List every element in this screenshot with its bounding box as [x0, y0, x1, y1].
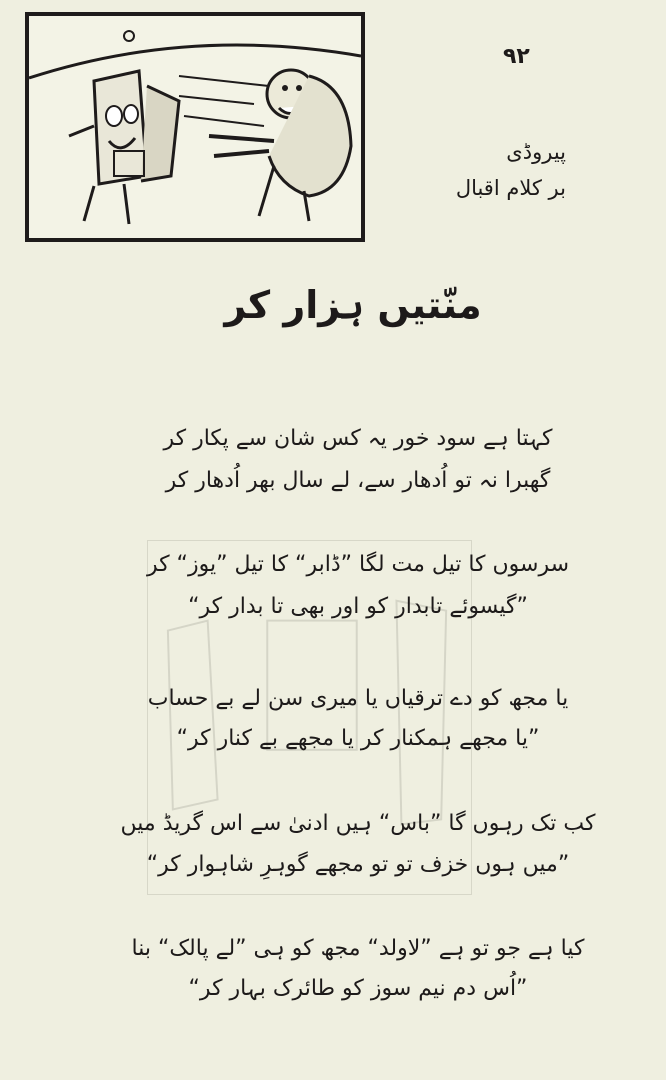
verse-line: ”یا مجھے ہمکنار کر یا مجھے بے کنار کر“: [176, 726, 540, 751]
verse-line: کیا ہے جو تو ہے ”لاولد“ مجھ کو ہی ”لے پالک“ بنا: [131, 936, 585, 961]
verse-line: گھبرا نہ تو اُدھار سے، لے سال بھر اُدھار کر: [165, 468, 551, 493]
verse-line: سرسوں کا تیل مت لگا ”ڈابر“ کا تیل ”یوز“ کر: [146, 552, 570, 577]
verse-line: کب تک رہوں گا ”باس“ ہیں ادنیٰ سے اس گریڈ میں: [120, 811, 596, 836]
verse-line: ”میں ہوں خزف تو تو مجھے گوہرِ شاہوار کر“: [146, 852, 570, 877]
poem-title: منّتیں ہزار کر: [224, 283, 482, 327]
cartoon-drawing: [29, 16, 361, 238]
verse-line: ”گیسوئے تابدار کو اور بھی تا بدار کر“: [188, 594, 528, 619]
verse-line: ”اُس دم نیم سوز کو طائرک بہار کر“: [188, 976, 528, 1001]
page-number: ۹۲: [503, 44, 530, 69]
subtitle-iqbal: بر کلام اقبال: [455, 176, 566, 200]
verse-line: یا مجھ کو دے ترقیاں یا میری سن لے بے حساب: [147, 686, 569, 711]
subtitle-parody: پیروڈی: [506, 140, 566, 164]
verse-line: کہتا ہے سود خور یہ کس شان سے پکار کر: [163, 426, 553, 451]
cartoon-illustration: [25, 12, 365, 242]
